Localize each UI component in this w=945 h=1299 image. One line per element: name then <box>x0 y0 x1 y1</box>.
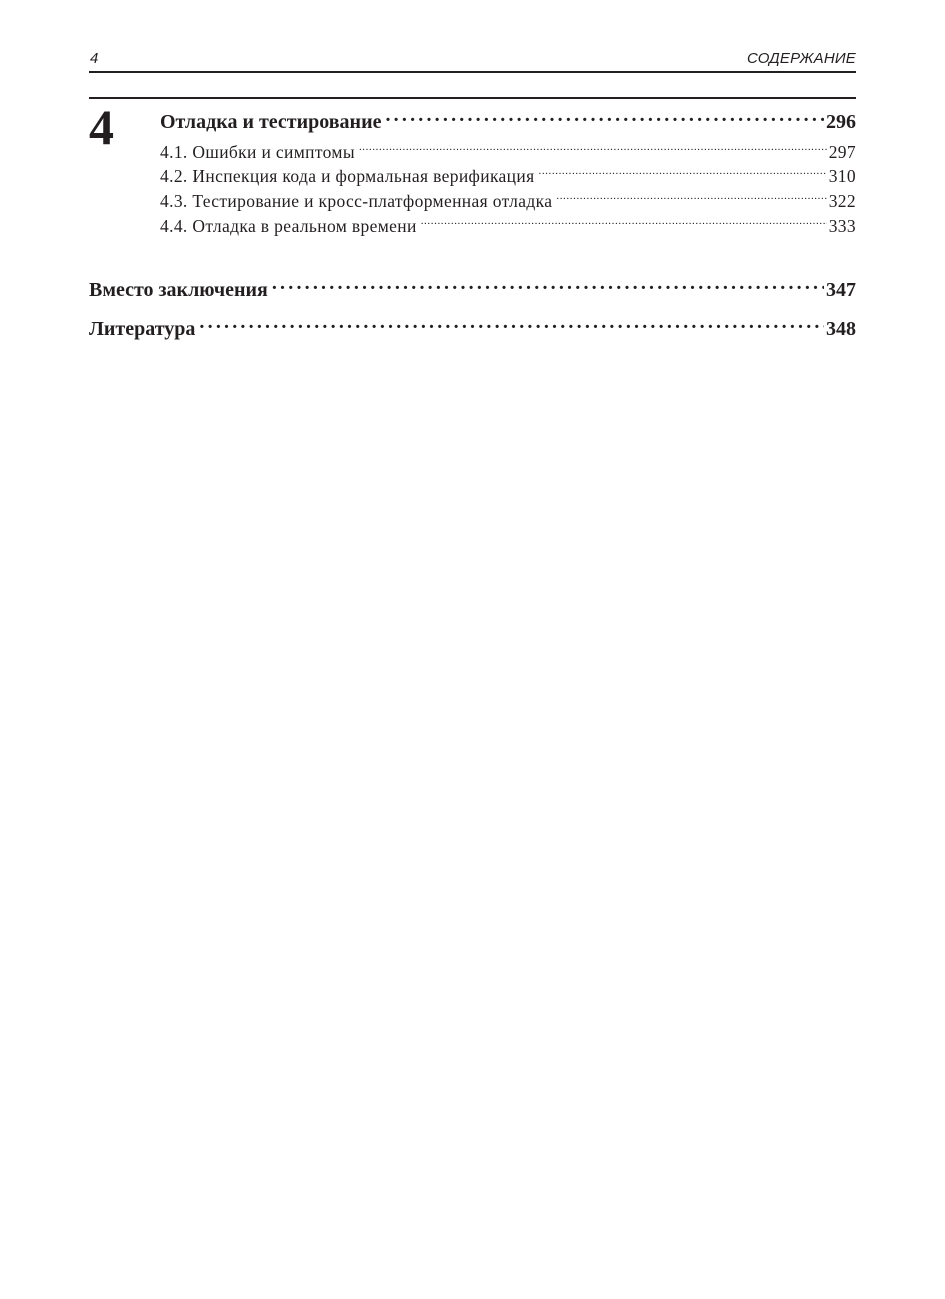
toc-section-entry[interactable] <box>160 141 856 163</box>
running-head <box>89 49 856 73</box>
chapter-divider <box>89 97 856 99</box>
dot-leader <box>538 171 826 182</box>
dot-leader <box>359 147 827 158</box>
toc-section-entry[interactable] <box>160 190 856 212</box>
dot-leader <box>199 315 824 335</box>
backmatter-page-number: 348 <box>826 318 856 340</box>
section-title: 4.2. Инспекция кода и формальная верификация <box>160 166 535 186</box>
dot-leader <box>421 221 827 232</box>
toc-chapter-entry[interactable] <box>160 108 856 135</box>
section-page-number: 310 <box>828 166 856 186</box>
chapter-number: 4 <box>89 99 114 155</box>
chapter-title: Отладка и тестирование <box>160 111 382 133</box>
section-title: 4.1. Ошибки и симптомы <box>160 142 355 162</box>
toc-section-entry[interactable] <box>160 165 856 187</box>
toc-section-entry[interactable] <box>160 215 856 237</box>
toc-bibliography-entry[interactable] <box>89 315 856 342</box>
section-page-number: 322 <box>828 191 856 211</box>
page-number: 4 <box>90 50 99 67</box>
backmatter-page-number: 347 <box>826 279 856 301</box>
backmatter-title: Вместо заключения <box>89 279 268 301</box>
section-page-number: 297 <box>828 142 856 162</box>
chapter-page-number: 296 <box>826 111 856 133</box>
toc-conclusion-entry[interactable] <box>89 276 856 303</box>
dot-leader <box>272 276 824 296</box>
dot-leader <box>385 108 824 128</box>
section-title: 4.3. Тестирование и кросс-платформенная отладка <box>160 191 553 211</box>
running-head-title: СОДЕРЖАНИЕ <box>746 50 856 67</box>
dot-leader <box>556 196 826 207</box>
section-page-number: 333 <box>828 216 856 236</box>
section-title: 4.4. Отладка в реальном времени <box>160 216 417 236</box>
backmatter-title: Литература <box>89 318 196 340</box>
